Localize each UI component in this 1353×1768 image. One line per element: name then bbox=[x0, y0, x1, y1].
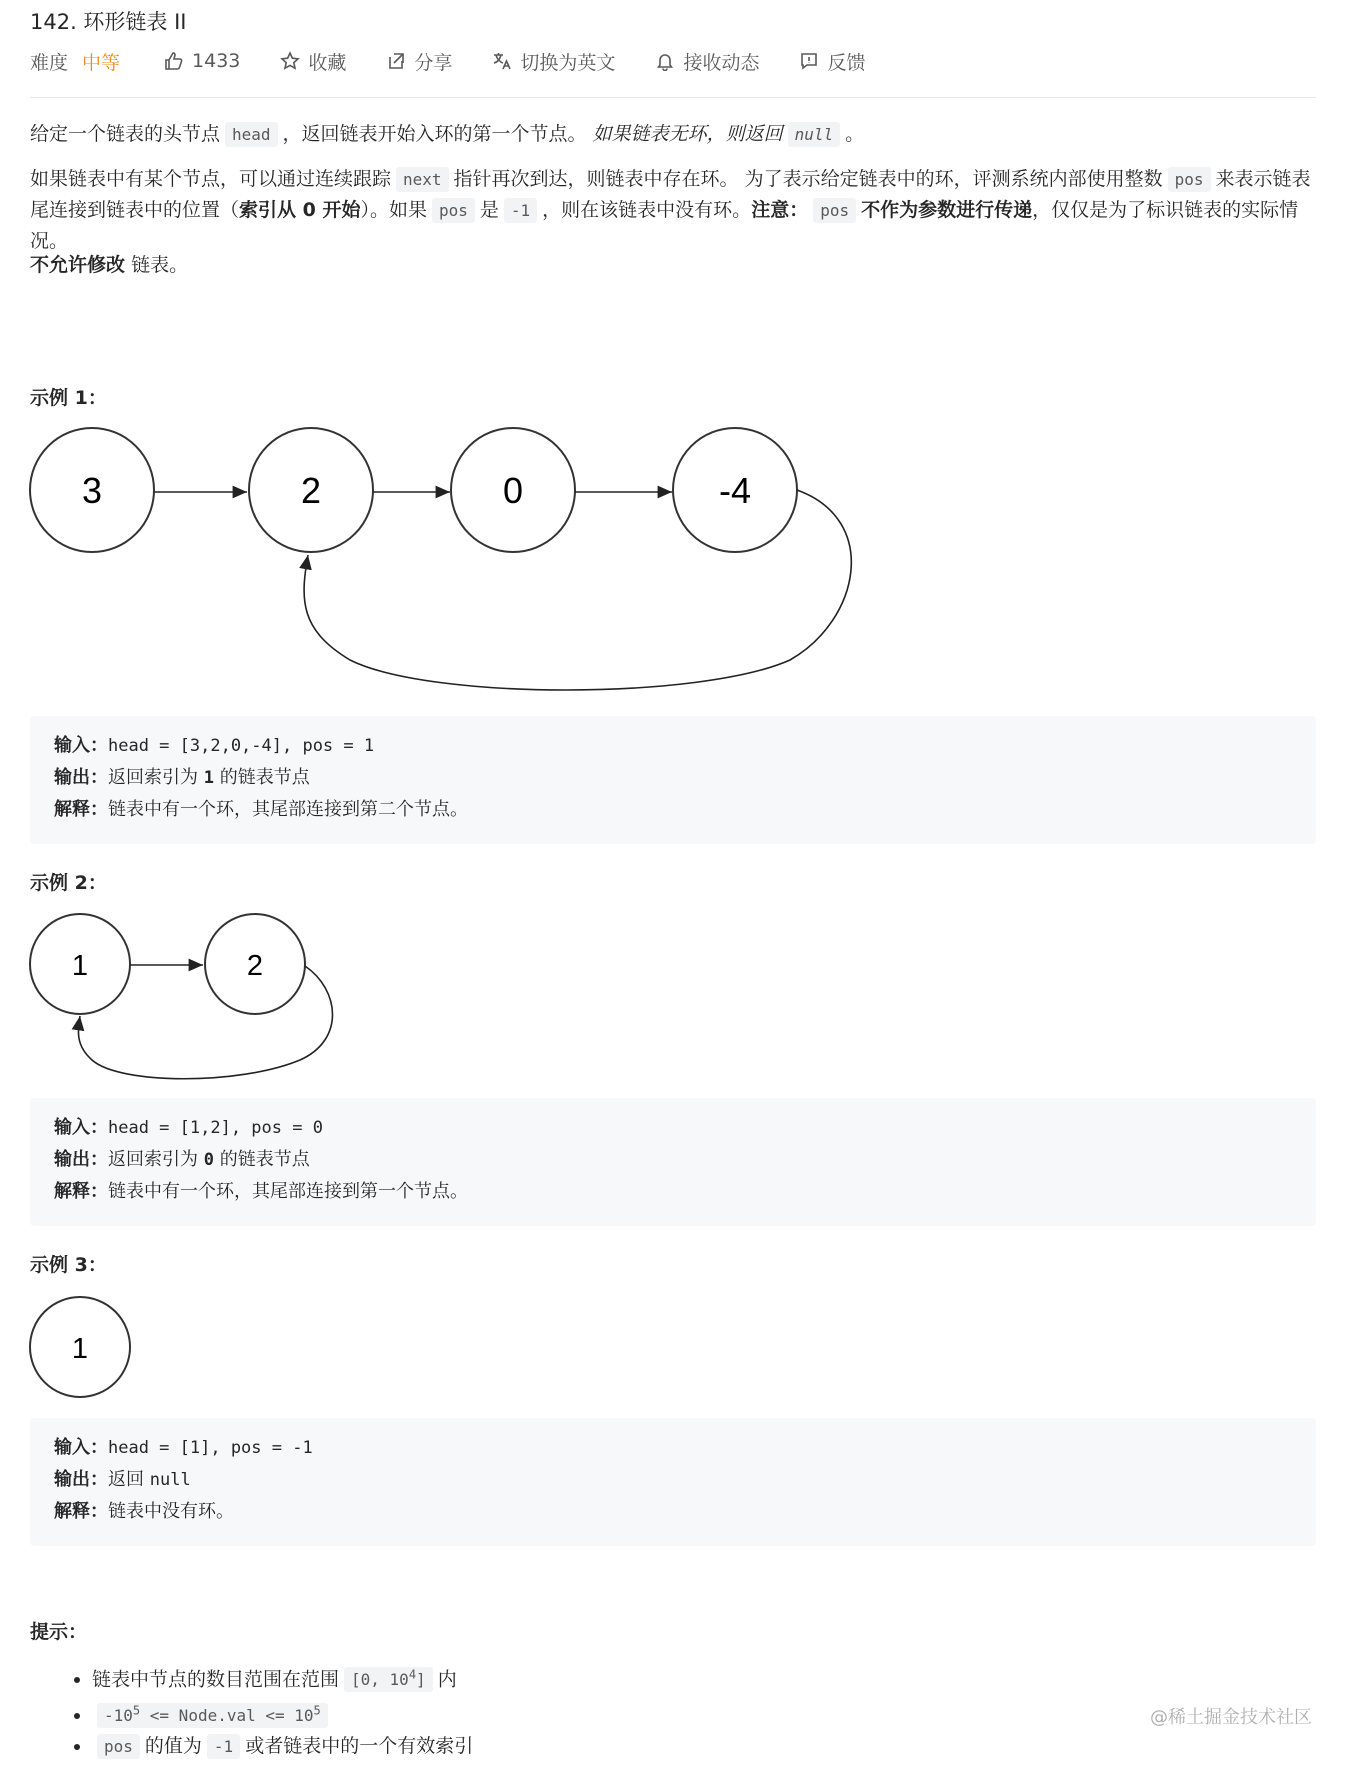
hint-sup: 4 bbox=[408, 1668, 417, 1682]
node-value: 1 bbox=[71, 950, 89, 982]
difficulty-badge: 中等 bbox=[82, 51, 121, 74]
node-value: 0 bbox=[502, 470, 524, 511]
hints-list bbox=[62, 1660, 473, 1762]
example-2-code-block bbox=[30, 1098, 1316, 1226]
explain-label: 解释： bbox=[54, 799, 108, 820]
output-label: 输出： bbox=[54, 1469, 108, 1490]
output-text: 返回索引为 bbox=[108, 1149, 198, 1170]
node-value: 2 bbox=[246, 950, 264, 982]
desc-bold-note: 注意： bbox=[751, 199, 809, 221]
hint-text: 或者链表中的一个有效索引 bbox=[245, 1734, 474, 1757]
hint-code bbox=[97, 1703, 328, 1728]
hint-item bbox=[92, 1660, 473, 1695]
desc-bold: 不作为参数进行传递 bbox=[861, 199, 1033, 221]
hint-sup: 5 bbox=[132, 1703, 141, 1718]
feedback-label: 反馈 bbox=[827, 51, 866, 74]
inline-code-head: head bbox=[225, 122, 278, 147]
hint-sup: 5 bbox=[313, 1703, 321, 1718]
input-value: head = [1,2], pos = 0 bbox=[108, 1118, 323, 1138]
output-code: 0 bbox=[203, 1150, 214, 1170]
explain-text: 链表中有一个环，其尾部连接到第二个节点。 bbox=[108, 799, 468, 820]
input-label: 输入： bbox=[54, 1437, 108, 1458]
explain-text: 链表中有一个环，其尾部连接到第一个节点。 bbox=[108, 1181, 468, 1202]
inline-code-pos: pos bbox=[813, 198, 856, 223]
desc-text: 指针再次到达，则链表中存在环。 为了表示给定链表中的环，评测系统内部使用整数 bbox=[453, 168, 1163, 190]
output-text: 的链表节点 bbox=[219, 1149, 310, 1170]
explain-text: 链表中没有环。 bbox=[108, 1501, 234, 1522]
example-1-code-block bbox=[30, 716, 1316, 844]
desc-text: 如果链表中有某个节点，可以通过连续跟踪 bbox=[30, 168, 392, 190]
hint-code-text: [0, 10 bbox=[351, 1670, 409, 1690]
hint-code-text: <= Node.val <= 10 bbox=[149, 1705, 314, 1725]
inline-code-null: null bbox=[788, 122, 841, 147]
node-value: 3 bbox=[81, 470, 103, 511]
example-1-title: 示例 1： bbox=[30, 387, 107, 409]
hint-text: 链表中节点的数目范围在范围 bbox=[92, 1668, 340, 1691]
example-1-diagram bbox=[30, 428, 851, 690]
hint-code-text: -10 bbox=[104, 1705, 133, 1725]
desc-text: 来表示链表尾连接到链表中的位置（ bbox=[30, 168, 1311, 221]
input-label: 输入： bbox=[54, 735, 108, 756]
desc-text: 链表。 bbox=[131, 254, 189, 276]
node-value: 2 bbox=[300, 470, 322, 511]
share-label: 分享 bbox=[414, 51, 453, 74]
desc-text: ）。如果 bbox=[360, 199, 427, 221]
subscribe-label: 接收动态 bbox=[683, 51, 760, 74]
output-label: 输出： bbox=[54, 767, 108, 788]
desc-italic: 如果链表无环，则返回 bbox=[592, 123, 783, 145]
input-value: head = [1], pos = -1 bbox=[108, 1438, 313, 1458]
output-text: 返回索引为 bbox=[108, 767, 198, 788]
inline-code-pos: pos bbox=[1168, 167, 1211, 192]
node-value: 1 bbox=[71, 1333, 89, 1365]
example-3-diagram bbox=[30, 1297, 130, 1397]
switch-language-label: 切换为英文 bbox=[520, 51, 616, 74]
hint-code-text: ] bbox=[416, 1670, 426, 1690]
hint-code: pos bbox=[97, 1734, 140, 1759]
desc-text: ，返回链表开始入环的第一个节点。 bbox=[282, 123, 587, 145]
difficulty-label: 难度 bbox=[30, 51, 69, 74]
hint-code: -1 bbox=[207, 1734, 240, 1759]
desc-text: ，仅仅是为了标识链表的实际情况。 bbox=[30, 199, 1299, 252]
output-code: null bbox=[149, 1470, 191, 1490]
collect-label: 收藏 bbox=[308, 51, 347, 74]
output-text: 的链表节点 bbox=[219, 767, 310, 788]
problem-title: 142. 环形链表 II bbox=[30, 10, 187, 34]
explain-label: 解释： bbox=[54, 1181, 108, 1202]
desc-text: 是 bbox=[479, 199, 499, 221]
hint-item bbox=[92, 1695, 473, 1730]
explain-label: 解释： bbox=[54, 1501, 108, 1522]
desc-text: 。 bbox=[845, 123, 865, 145]
output-code: 1 bbox=[203, 768, 214, 788]
input-label: 输入： bbox=[54, 1117, 108, 1138]
desc-text: ，则在该链表中没有环。 bbox=[542, 199, 752, 221]
watermark: @稀土掘金技术社区 bbox=[1150, 1707, 1312, 1728]
hints-title: 提示： bbox=[30, 1621, 88, 1643]
desc-bold: 索引从 0 开始 bbox=[239, 199, 361, 221]
hint-item bbox=[92, 1731, 473, 1762]
hint-text: 的值为 bbox=[144, 1734, 202, 1757]
output-label: 输出： bbox=[54, 1149, 108, 1170]
example-3-code-block bbox=[30, 1418, 1316, 1546]
desc-text: 给定一个链表的头节点 bbox=[30, 123, 221, 145]
inline-code-pos: pos bbox=[432, 198, 475, 223]
desc-bold: 不允许修改 bbox=[30, 254, 126, 276]
hint-text: 内 bbox=[437, 1668, 457, 1691]
output-text: 返回 bbox=[108, 1469, 144, 1490]
like-count: 1433 bbox=[192, 50, 241, 72]
example-2-diagram bbox=[30, 914, 333, 1079]
hint-code bbox=[344, 1667, 433, 1692]
input-value: head = [3,2,0,-4], pos = 1 bbox=[108, 736, 375, 756]
inline-code-next: next bbox=[396, 167, 449, 192]
inline-code-minus-one: -1 bbox=[504, 198, 537, 223]
example-3-title: 示例 3： bbox=[30, 1254, 107, 1276]
node-value: -4 bbox=[718, 470, 752, 511]
example-2-title: 示例 2： bbox=[30, 872, 107, 894]
